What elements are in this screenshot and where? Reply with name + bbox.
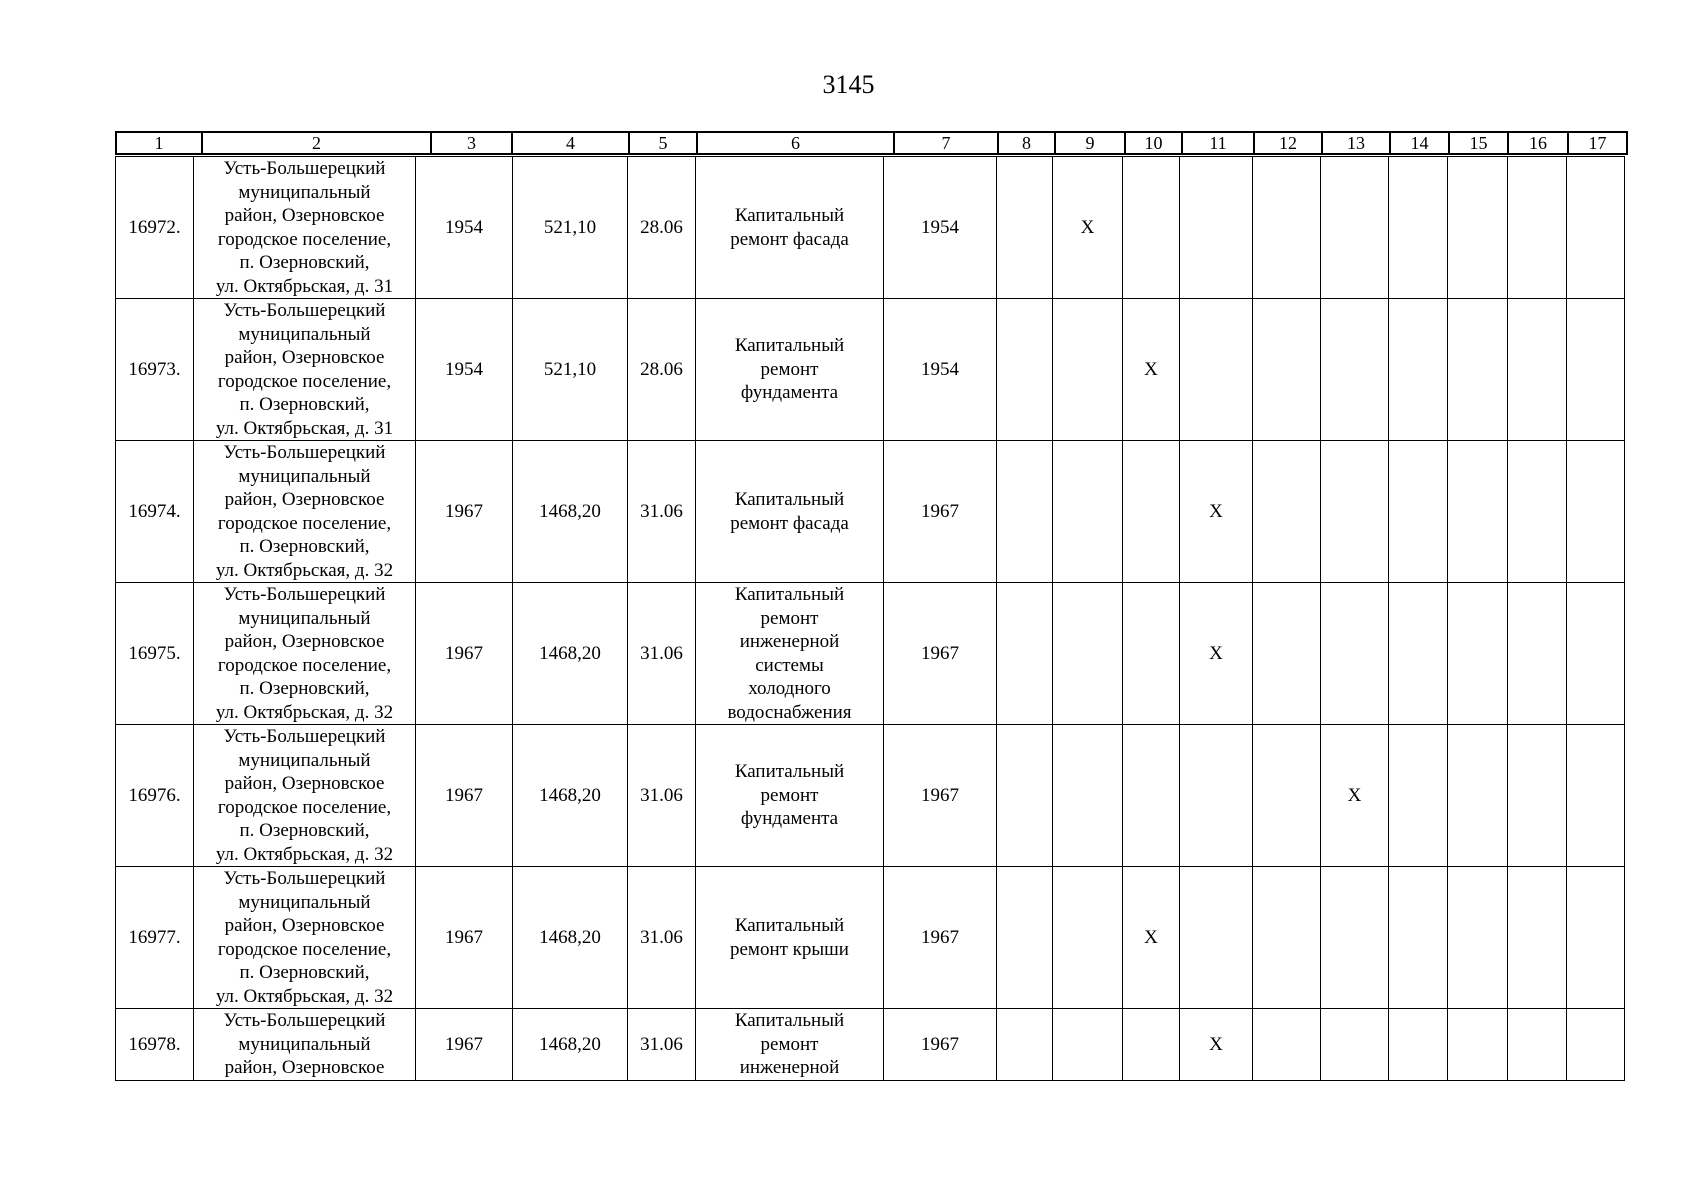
mark-cell [1253, 867, 1321, 1009]
mark-cell: X [1180, 583, 1253, 725]
address-cell [194, 299, 416, 441]
address-cell-line: муниципальный [238, 891, 371, 913]
mark-cell: X [1123, 867, 1180, 1009]
column-number: 4 [512, 132, 629, 154]
row-number: 16978. [116, 1009, 194, 1081]
address-cell-line: Усть-Большерецкий [223, 726, 386, 747]
address-cell-line: муниципальный [238, 181, 371, 203]
table-row [116, 1009, 1625, 1081]
column-number: 14 [1390, 132, 1449, 154]
mark-cell [1508, 867, 1567, 1009]
year-cell: 1967 [884, 1009, 997, 1081]
address-cell [194, 441, 416, 583]
year-cell: 1954 [884, 299, 997, 441]
work-type-cell [696, 157, 884, 299]
mark-cell: X [1180, 441, 1253, 583]
mark-cell [1508, 583, 1567, 725]
mark-cell [1508, 441, 1567, 583]
address-cell-line: п. Озерновский, [239, 536, 370, 557]
address-cell-line: п. Озерновский, [239, 678, 370, 699]
work-type-cell-line: ремонт фасада [730, 228, 849, 250]
mark-cell [997, 299, 1053, 441]
work-type-cell-line: холодного [748, 678, 831, 699]
work-type-cell-line: ремонт [760, 358, 819, 380]
work-type-cell-line: инженерной [739, 631, 840, 652]
year-built-cell: 1967 [416, 583, 513, 725]
address-cell [194, 583, 416, 725]
mark-cell [1253, 725, 1321, 867]
column-number: 17 [1568, 132, 1627, 154]
mark-cell [1448, 583, 1508, 725]
row-number: 16974. [116, 441, 194, 583]
mark-cell [1123, 157, 1180, 299]
mark-cell [1567, 157, 1625, 299]
row-number: 16973. [116, 299, 194, 441]
row-number: 16977. [116, 867, 194, 1009]
column-number: 6 [697, 132, 894, 154]
address-cell-line: район, Озерновское [224, 489, 385, 510]
mark-cell [1180, 867, 1253, 1009]
work-type-cell-line: ремонт [760, 784, 819, 806]
address-cell-line: ул. Октябрьская, д. 32 [215, 559, 394, 581]
mark-cell [1321, 299, 1389, 441]
mark-cell [1253, 441, 1321, 583]
wear-cell: 31.06 [628, 867, 696, 1009]
work-type-cell-line: ремонт фасада [730, 512, 849, 534]
address-cell-line: Усть-Большерецкий [223, 868, 386, 889]
mark-cell [1321, 1009, 1389, 1081]
work-type-cell-line: фундамента [740, 382, 839, 404]
column-number: 16 [1508, 132, 1568, 154]
mark-cell [1123, 583, 1180, 725]
mark-cell [1321, 867, 1389, 1009]
year-built-cell: 1967 [416, 867, 513, 1009]
mark-cell [1253, 299, 1321, 441]
work-type-cell-line: фундамента [740, 808, 839, 830]
address-cell-line: ул. Октябрьская, д. 32 [215, 701, 394, 723]
table-body [116, 157, 1625, 1081]
wear-cell: 28.06 [628, 299, 696, 441]
address-cell-line: муниципальный [238, 749, 371, 771]
work-type-cell [696, 1009, 884, 1081]
address-cell-line: район, Озерновское [224, 773, 385, 794]
work-type-cell [696, 867, 884, 1009]
mark-cell [1253, 1009, 1321, 1081]
year-built-cell: 1967 [416, 441, 513, 583]
address-cell [194, 1009, 416, 1081]
mark-cell [1321, 157, 1389, 299]
year-cell: 1954 [884, 157, 997, 299]
address-cell-line: муниципальный [238, 607, 371, 629]
address-cell-line: район, Озерновское [224, 205, 385, 226]
year-built-cell: 1954 [416, 157, 513, 299]
mark-cell [1053, 583, 1123, 725]
mark-cell [1053, 441, 1123, 583]
address-cell-line: район, Озерновское [224, 915, 385, 936]
mark-cell [1321, 583, 1389, 725]
area-cell: 521,10 [513, 157, 628, 299]
address-cell-line: Усть-Большерецкий [223, 300, 386, 321]
row-number: 16975. [116, 583, 194, 725]
address-cell-line: ул. Октябрьская, д. 32 [215, 843, 394, 865]
wear-cell: 31.06 [628, 1009, 696, 1081]
mark-cell [1567, 441, 1625, 583]
mark-cell [1448, 725, 1508, 867]
address-cell [194, 157, 416, 299]
page-number: 3145 [822, 70, 875, 99]
work-type-cell-line: Капитальный [734, 205, 845, 226]
mark-cell [997, 583, 1053, 725]
mark-cell [1180, 725, 1253, 867]
mark-cell [1123, 1009, 1180, 1081]
mark-cell [1448, 441, 1508, 583]
address-cell-line: район, Озерновское [224, 1057, 385, 1078]
repair-schedule-table [115, 156, 1625, 1081]
work-type-cell-line: водоснабжения [727, 701, 852, 723]
year-built-cell: 1967 [416, 1009, 513, 1081]
mark-cell [1389, 725, 1448, 867]
work-type-cell-line: Капитальный [734, 335, 845, 357]
mark-cell [1053, 867, 1123, 1009]
mark-cell [1389, 299, 1448, 441]
address-cell-line: муниципальный [238, 323, 371, 345]
work-type-cell [696, 725, 884, 867]
column-number-row [116, 132, 1627, 154]
mark-cell [997, 725, 1053, 867]
mark-cell [1567, 583, 1625, 725]
address-cell-line: ул. Октябрьская, д. 32 [215, 985, 394, 1007]
address-cell-line: городское поселение, [217, 370, 392, 392]
mark-cell [1389, 441, 1448, 583]
mark-cell [1389, 867, 1448, 1009]
wear-cell: 31.06 [628, 583, 696, 725]
work-type-cell-line: ремонт крыши [730, 938, 849, 960]
year-cell: 1967 [884, 441, 997, 583]
mark-cell [1321, 441, 1389, 583]
column-number: 5 [629, 132, 697, 154]
column-number: 3 [431, 132, 512, 154]
column-number: 7 [894, 132, 998, 154]
mark-cell [1389, 157, 1448, 299]
column-number: 1 [116, 132, 202, 154]
column-number: 15 [1449, 132, 1508, 154]
work-type-cell-line: Капитальный [734, 1010, 845, 1031]
column-number: 2 [202, 132, 431, 154]
table-row [116, 299, 1625, 441]
address-cell [194, 725, 416, 867]
address-cell-line: городское поселение, [217, 938, 392, 960]
mark-cell [1253, 583, 1321, 725]
mark-cell [1508, 157, 1567, 299]
column-number: 10 [1125, 132, 1182, 154]
mark-cell [997, 1009, 1053, 1081]
row-number: 16972. [116, 157, 194, 299]
work-type-cell-line: ремонт [760, 607, 819, 629]
work-type-cell [696, 441, 884, 583]
address-cell-line: городское поселение, [217, 796, 392, 818]
address-cell-line: п. Озерновский, [239, 394, 370, 415]
wear-cell: 31.06 [628, 441, 696, 583]
address-cell-line: городское поселение, [217, 228, 392, 250]
mark-cell [1123, 441, 1180, 583]
mark-cell [1567, 299, 1625, 441]
mark-cell [1180, 299, 1253, 441]
area-cell: 1468,20 [513, 583, 628, 725]
row-number: 16976. [116, 725, 194, 867]
address-cell-line: муниципальный [238, 465, 371, 487]
mark-cell [997, 157, 1053, 299]
mark-cell [1567, 725, 1625, 867]
column-number: 9 [1055, 132, 1125, 154]
address-cell-line: городское поселение, [217, 654, 392, 676]
mark-cell: X [1123, 299, 1180, 441]
year-cell: 1967 [884, 725, 997, 867]
mark-cell [997, 867, 1053, 1009]
year-built-cell: 1954 [416, 299, 513, 441]
mark-cell [1448, 157, 1508, 299]
address-cell-line: район, Озерновское [224, 347, 385, 368]
mark-cell [1389, 583, 1448, 725]
year-cell: 1967 [884, 867, 997, 1009]
wear-cell: 31.06 [628, 725, 696, 867]
address-cell-line: Усть-Большерецкий [223, 158, 386, 179]
wear-cell: 28.06 [628, 157, 696, 299]
address-cell-line: ул. Октябрьская, д. 31 [215, 275, 394, 297]
table-row [116, 725, 1625, 867]
address-cell-line: п. Озерновский, [239, 962, 370, 983]
table-row [116, 441, 1625, 583]
table-row [116, 583, 1625, 725]
mark-cell [1123, 725, 1180, 867]
work-type-cell [696, 299, 884, 441]
mark-cell [1053, 1009, 1123, 1081]
column-number-header [115, 131, 1628, 155]
mark-cell [997, 441, 1053, 583]
address-cell-line: ул. Октябрьская, д. 31 [215, 417, 394, 439]
area-cell: 1468,20 [513, 725, 628, 867]
area-cell: 1468,20 [513, 441, 628, 583]
mark-cell [1508, 1009, 1567, 1081]
mark-cell [1448, 299, 1508, 441]
mark-cell [1508, 299, 1567, 441]
address-cell-line: муниципальный [238, 1033, 371, 1055]
mark-cell [1448, 1009, 1508, 1081]
mark-cell: X [1053, 157, 1123, 299]
work-type-cell-line: ремонт [760, 1033, 819, 1055]
address-cell [194, 867, 416, 1009]
address-cell-line: Усть-Большерецкий [223, 1010, 386, 1031]
table-row [116, 867, 1625, 1009]
area-cell: 521,10 [513, 299, 628, 441]
column-number: 11 [1182, 132, 1254, 154]
address-cell-line: Усть-Большерецкий [223, 584, 386, 605]
mark-cell: X [1321, 725, 1389, 867]
column-number: 12 [1254, 132, 1322, 154]
area-cell: 1468,20 [513, 867, 628, 1009]
mark-cell [1253, 157, 1321, 299]
mark-cell [1508, 725, 1567, 867]
address-cell-line: Усть-Большерецкий [223, 442, 386, 463]
mark-cell [1567, 1009, 1625, 1081]
year-built-cell: 1967 [416, 725, 513, 867]
address-cell-line: п. Озерновский, [239, 820, 370, 841]
address-cell-line: район, Озерновское [224, 631, 385, 652]
year-cell: 1967 [884, 583, 997, 725]
mark-cell [1448, 867, 1508, 1009]
mark-cell [1180, 157, 1253, 299]
column-number: 8 [998, 132, 1055, 154]
work-type-cell-line: инженерной [739, 1057, 840, 1078]
mark-cell [1053, 725, 1123, 867]
work-type-cell [696, 583, 884, 725]
work-type-cell-line: Капитальный [734, 584, 845, 605]
work-type-cell-line: системы [755, 654, 824, 676]
work-type-cell-line: Капитальный [734, 761, 845, 783]
address-cell-line: городское поселение, [217, 512, 392, 534]
column-number: 13 [1322, 132, 1390, 154]
work-type-cell-line: Капитальный [734, 489, 845, 510]
area-cell: 1468,20 [513, 1009, 628, 1081]
mark-cell: X [1180, 1009, 1253, 1081]
address-cell-line: п. Озерновский, [239, 252, 370, 273]
mark-cell [1053, 299, 1123, 441]
mark-cell [1389, 1009, 1448, 1081]
mark-cell [1567, 867, 1625, 1009]
table-row [116, 157, 1625, 299]
work-type-cell-line: Капитальный [734, 915, 845, 936]
